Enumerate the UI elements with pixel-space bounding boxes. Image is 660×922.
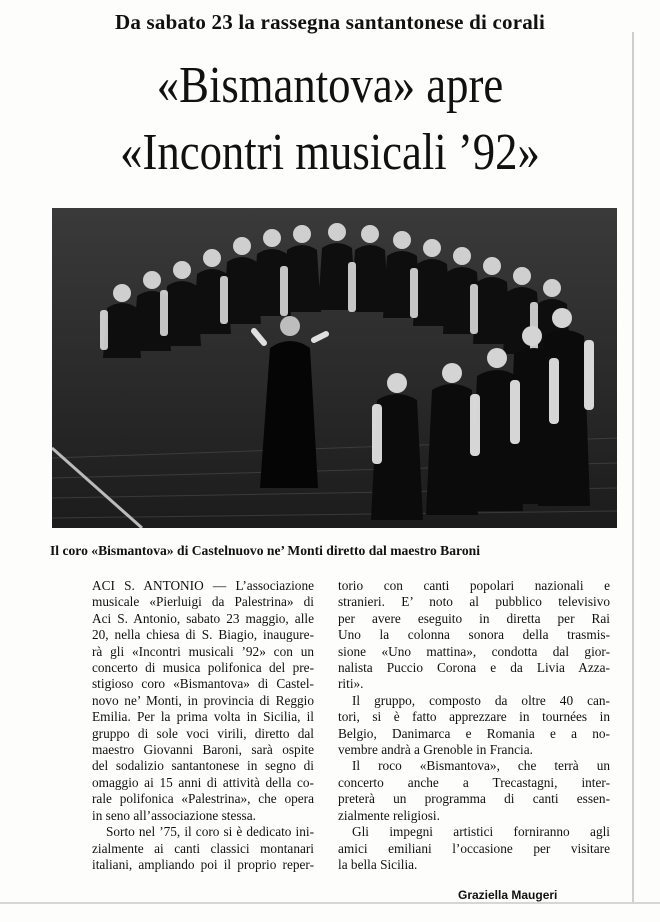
article-line: preterà un programma di canti essen- [338, 791, 610, 807]
page-bottom-edge [0, 902, 660, 904]
article-line: riti». [338, 676, 364, 692]
headline-line-1: «Bismantova» apre [156, 57, 504, 114]
photo-caption: Il coro «Bismantova» di Castelnuovo ne’ Monti diretto dal maestro Baroni [50, 543, 480, 558]
article-line: ACI S. ANTONIO — L’associazione [92, 578, 314, 593]
article-line: Emilia. Per la prima volta in Sicilia, il [92, 709, 314, 725]
article-line: amici emiliani l’occasione per visitare [338, 840, 610, 856]
article-line: nalista Puccio Corona e da Livia Azza- [338, 660, 610, 676]
article-line: del sodalizio santantonese in segno di [92, 758, 314, 774]
page-edge-line [632, 32, 634, 902]
author-byline: Graziella Maugeri [458, 888, 558, 902]
article-line: la bella Sicilia. [338, 856, 418, 872]
article-line: rà gli «Incontri musicali ’92» con un [92, 643, 314, 659]
article-line: zialmente ai canti classici montanari [92, 840, 314, 856]
article-line: Il roco «Bismantova», che terrà un [352, 758, 610, 774]
headline-line-2: «Incontri musicali ’92» [120, 124, 540, 181]
article-line: Uno la colonna sonora della trasmis- [338, 627, 610, 643]
article-column-left [92, 578, 314, 873]
choir-photo-illustration [52, 208, 617, 528]
article-line: in seno all’associazione stessa. [92, 807, 256, 823]
article-line: concerto anche a Trecastagni, inter- [338, 774, 610, 790]
article-line: italiani, ampliando poi il proprio reper- [92, 856, 314, 872]
kicker-headline: Da sabato 23 la rassegna santantonese di corali [115, 10, 545, 34]
article-line: omaggio ai 15 anni di attività della co- [92, 774, 314, 790]
article-line: concerto di musica polifonica del pre- [92, 660, 314, 676]
article-line: zialmente religiosi. [338, 807, 440, 823]
article-line: maestro Giovanni Baroni, sarà ospite [92, 742, 314, 758]
article-line: per avere eseguito in diretta per Rai [338, 610, 610, 626]
article-line: stranieri. E’ noto al pubblico televisivo [338, 594, 610, 610]
article-line: rale polifonica «Palestrina», che opera [92, 791, 314, 807]
article-column-right [338, 578, 610, 873]
article-line: 20, nella chiesa di S. Biagio, inaugure- [92, 627, 314, 643]
article-line: novo ne’ Monti, in provincia di Reggio [92, 692, 314, 708]
article-line: tori, si è fatto apprezzare in tournées in [338, 709, 610, 725]
article-line: Il gruppo, composto da oltre 40 can- [352, 692, 610, 708]
choir-photo [52, 208, 617, 528]
article-line: torio con canti popolari nazionali e [338, 578, 610, 593]
article-line: Gli impegni artistici forniranno agli [352, 824, 610, 840]
article-line: stigioso coro «Bismantova» di Castel- [92, 676, 314, 692]
article-line: vembre andrà a Grenoble in Francia. [338, 742, 533, 758]
article-line: Aci S. Antonio, sabato 23 maggio, alle [92, 610, 314, 626]
article-line: Sorto nel ’75, il coro si è dedicato ini- [106, 824, 314, 840]
article-line: Belgio, Danimarca e Romania e a no- [338, 725, 610, 741]
article-line: sione «Uno mattina», condotta dal gior- [338, 643, 610, 659]
article-line: musicale «Pierluigi da Palestrina» di [92, 594, 314, 610]
article-line: gruppo di sole voci virili, diretto dal [92, 725, 314, 741]
